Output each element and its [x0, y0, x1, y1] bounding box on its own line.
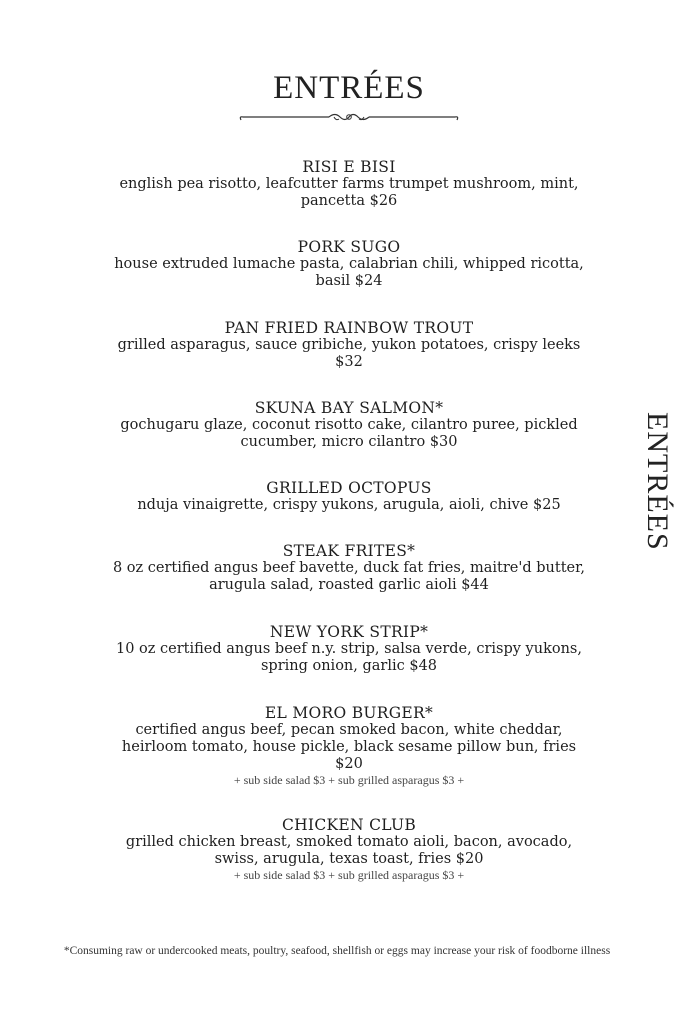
menu-item — [70, 238, 628, 290]
item-description-line: heirloom tomato, house pickle, black sesame pillow bun, fries — [121, 739, 577, 755]
item-description — [70, 176, 628, 210]
item-description-line: spring onion, garlic $48 — [260, 658, 438, 674]
allergen-footnote: *Consuming raw or undercooked meats, poultry, seafood, shellfish or eggs may increase your risk of foodborne illness — [63, 945, 611, 957]
entree-list — [70, 158, 628, 883]
item-description — [70, 337, 628, 371]
page-title: ENTRÉES — [273, 70, 425, 106]
side-title: ENTRÉES — [641, 412, 674, 551]
menu-item — [70, 542, 628, 594]
menu-item — [70, 319, 628, 371]
item-name: PORK SUGO — [297, 238, 401, 256]
item-description-line: cucumber, micro cilantro $30 — [240, 434, 458, 450]
item-description-line: arugula salad, roasted garlic aioli $44 — [209, 577, 489, 593]
item-description-line: house extruded lumache pasta, calabrian chili, whipped ricotta, — [114, 256, 584, 272]
item-description — [70, 417, 628, 451]
item-description-line: grilled asparagus, sauce gribiche, yukon potatoes, crispy leeks — [117, 337, 581, 353]
menu-item — [70, 479, 628, 514]
item-description-line: certified angus beef, pecan smoked bacon, white cheddar, — [135, 722, 563, 738]
item-addons: + sub side salad $3 + sub grilled asparagus $3 + — [233, 868, 465, 882]
item-description-line: 8 oz certified angus beef bavette, duck fat fries, maitre'd butter, — [112, 560, 586, 576]
item-name: GRILLED OCTOPUS — [266, 479, 432, 497]
item-description-line: basil $24 — [315, 273, 383, 289]
item-description-line: nduja vinaigrette, crispy yukons, arugula, aioli, chive $25 — [137, 497, 561, 513]
item-description-line: english pea risotto, leafcutter farms trumpet mushroom, mint, — [119, 176, 579, 192]
item-description-line: $20 — [335, 756, 363, 772]
item-name: CHICKEN CLUB — [281, 816, 417, 834]
item-description — [70, 497, 628, 514]
menu-item — [70, 399, 628, 451]
item-description — [70, 722, 628, 773]
item-name: EL MORO BURGER* — [264, 704, 434, 722]
item-description-line: grilled chicken breast, smoked tomato aioli, bacon, avocado, — [125, 834, 573, 850]
flourish-divider — [237, 108, 461, 128]
item-description — [70, 834, 628, 868]
item-description — [70, 641, 628, 675]
item-description — [70, 560, 628, 594]
menu-item — [70, 158, 628, 210]
item-name: SKUNA BAY SALMON* — [254, 399, 444, 417]
item-name: NEW YORK STRIP* — [269, 623, 429, 641]
item-description-line: pancetta $26 — [300, 193, 398, 209]
menu-item — [70, 704, 628, 788]
item-description — [70, 256, 628, 290]
item-name: RISI E BISI — [302, 158, 396, 176]
item-description-line: 10 oz certified angus beef n.y. strip, salsa verde, crispy yukons, — [116, 641, 582, 657]
item-name: PAN FRIED RAINBOW TROUT — [224, 319, 474, 337]
item-description-line: gochugaru glaze, coconut risotto cake, cilantro puree, pickled — [120, 417, 578, 433]
item-name: STEAK FRITES* — [282, 542, 416, 560]
item-addons: + sub side salad $3 + sub grilled asparagus $3 + — [233, 773, 465, 787]
menu-item — [70, 816, 628, 883]
menu-item — [70, 623, 628, 675]
item-description-line: swiss, arugula, texas toast, fries $20 — [214, 851, 484, 867]
item-description-line: $32 — [335, 354, 363, 370]
